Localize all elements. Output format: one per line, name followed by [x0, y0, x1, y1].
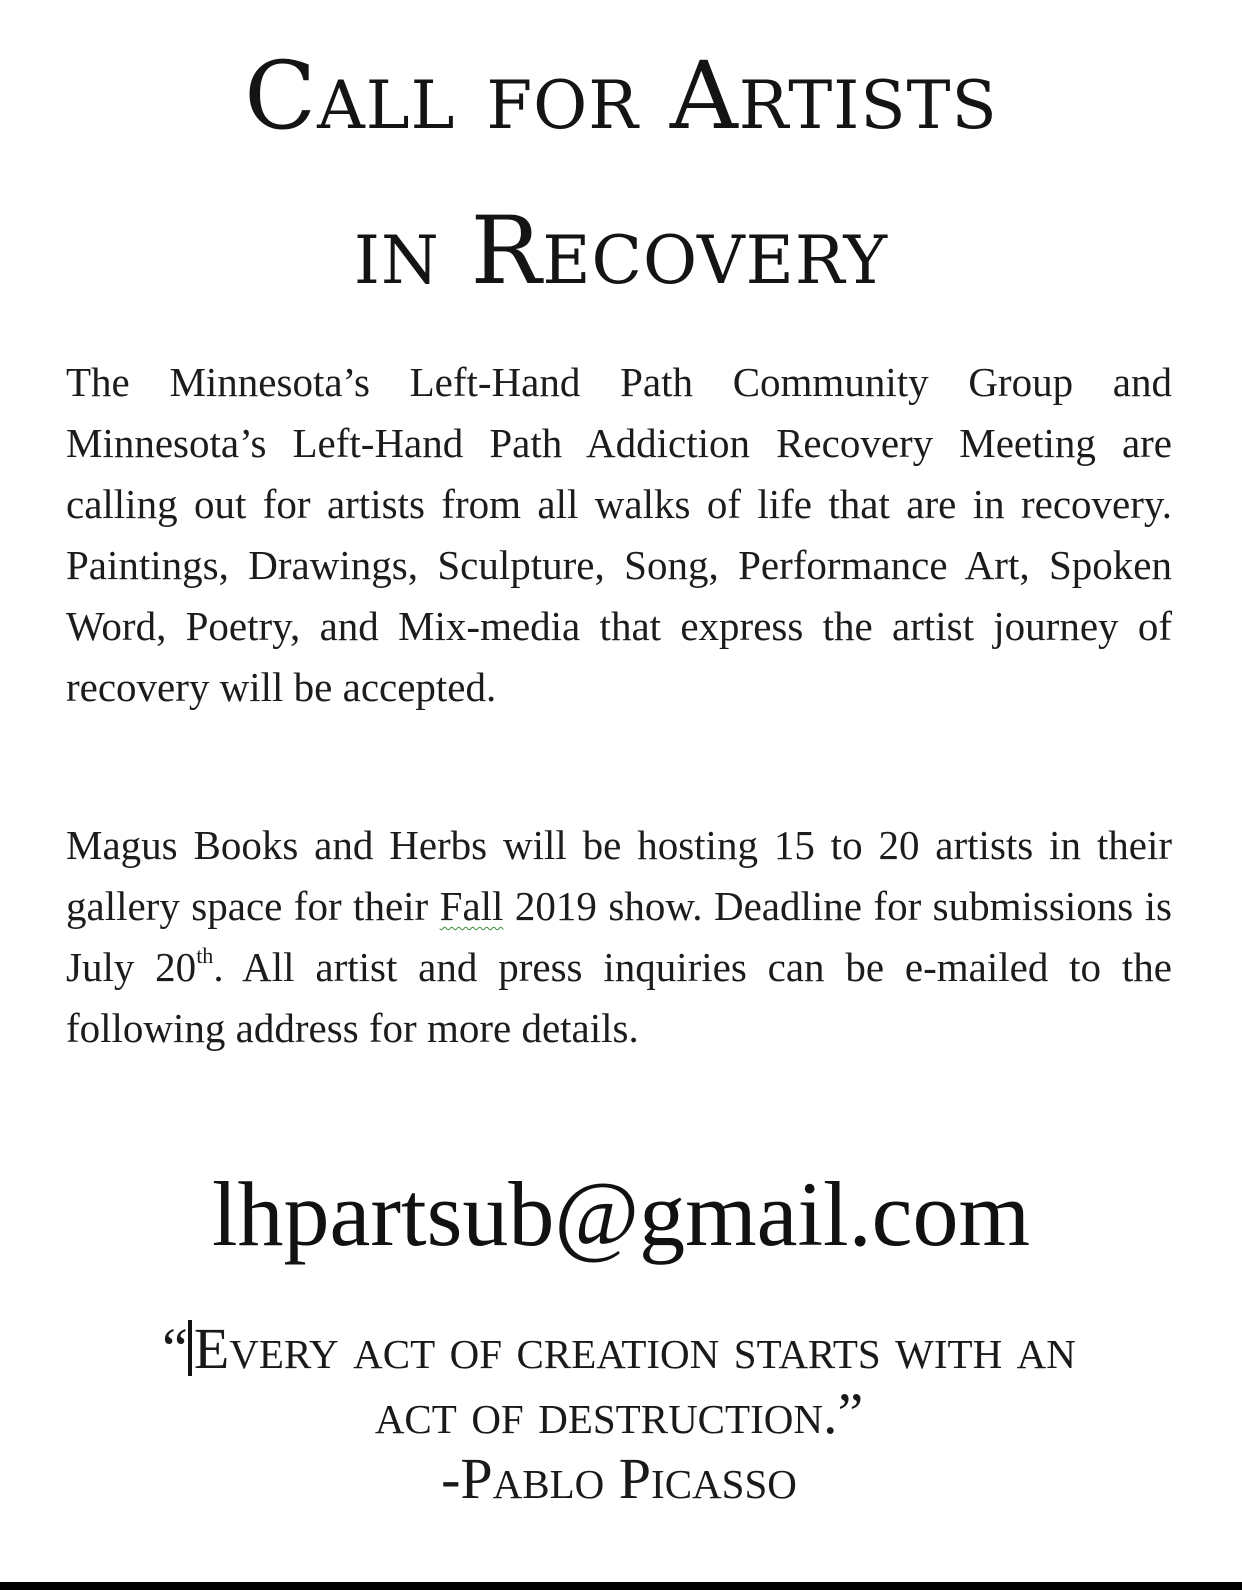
title-line-1: Call for Artists — [244, 42, 998, 151]
spellcheck-flagged-word: Fall — [439, 883, 504, 929]
text-cursor — [188, 1320, 192, 1376]
ordinal-superscript: th — [196, 943, 214, 968]
picasso-quote — [66, 1316, 1172, 1511]
quote-line-1 — [66, 1316, 1172, 1381]
quote-text-line-1: Every act of creation starts with an — [193, 1316, 1076, 1381]
contact-email: lhpartsub@gmail.com — [211, 1163, 1031, 1265]
paragraph-show-details-part3: . All artist and press inquiries can be e-mailed to the following address for more details. — [66, 944, 1172, 1051]
quote-open-mark: “ — [162, 1316, 188, 1381]
paragraph-call-description: The Minnesota’s Left-Hand Path Community Group and Minnesota’s Left-Hand Path Addiction Recovery Meeting are calling out for artists from all walks of life that are in recovery. Paintings, Drawings, Sculpture, Song, Performance Art, Spoken Word, Poetry, and Mix-media that express the artist journey of recovery will be accepted. — [66, 359, 1172, 710]
quote-attribution: -Pablo Picasso — [441, 1446, 797, 1511]
page-bottom-border — [0, 1582, 1242, 1590]
quote-line-2: act of destruction.” — [374, 1381, 864, 1446]
paragraph-show-details — [66, 815, 1172, 1059]
paragraph-show-details-part2: 2019 show. Deadline for submissions is July 20 — [66, 883, 1172, 990]
title-line-2: in Recovery — [353, 197, 889, 306]
paragraph-show-details-part1: Magus Books and Herbs will be hosting 15 to 20 artists in their gallery space for their — [66, 822, 1172, 929]
